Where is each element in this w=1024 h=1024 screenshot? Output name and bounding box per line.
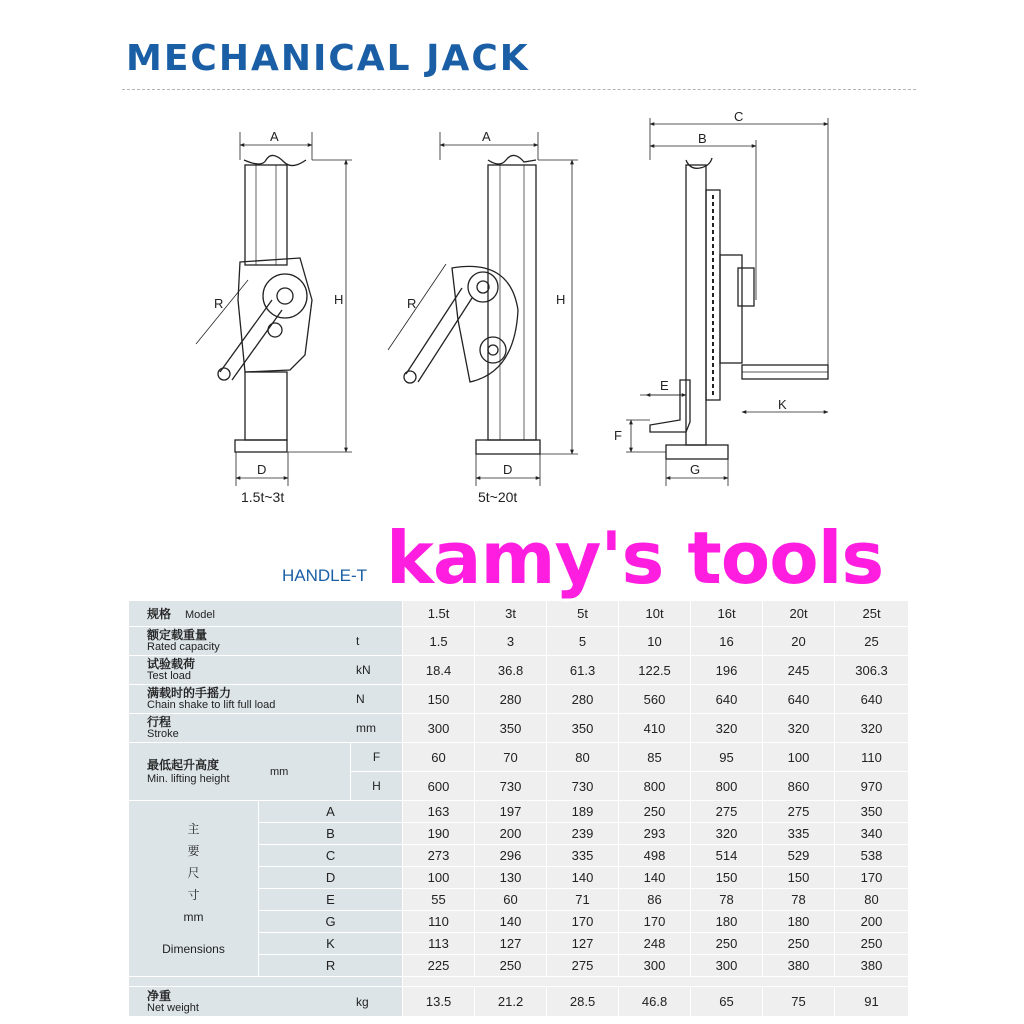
table-row-model: 规格 Model 1.5t 3t 5t 10t 16t 20t 25t xyxy=(129,601,909,627)
table-row-rated-capacity: 额定载重量 Rated capacity t 1.5 3 5 10 16 20 25 xyxy=(129,627,909,656)
table-row-lift-h: H 600 730 730 800 800 860 970 xyxy=(129,772,909,801)
table-row-net-weight: 净重 Net weight kg 13.5 21.2 28.5 46.8 65 75 91 xyxy=(129,987,909,1017)
drawing-jack-large xyxy=(388,132,578,486)
fig3-dim-b: B xyxy=(698,131,707,146)
fig2-dim-a: A xyxy=(482,129,491,144)
fig1-dim-h: H xyxy=(334,292,344,307)
fig3-dim-e: E xyxy=(660,378,669,393)
spec-table xyxy=(128,600,909,1017)
fig3-dim-c: C xyxy=(734,109,744,124)
table-row-dim-b: B 190 200 239 293 320 335 340 xyxy=(129,823,909,845)
table-row-dim-a: 主 要 尺 寸 mm Dimensions A 163 197 189 250 275 275 350 xyxy=(129,801,909,823)
fig2-dim-d: D xyxy=(503,462,513,477)
table-row-dim-c: C 273 296 335 498 514 529 538 xyxy=(129,845,909,867)
fig1-dim-a: A xyxy=(270,129,279,144)
fig3-dim-f: F xyxy=(614,428,622,443)
fig3-dim-g: G xyxy=(690,462,701,477)
fig2-dim-r: R xyxy=(407,296,417,311)
fig2-dim-h: H xyxy=(556,292,566,307)
table-row-stroke: 行程 Stroke mm 300 350 350 410 320 320 320 xyxy=(129,714,909,743)
table-row-dim-d: D 100 130 140 140 150 150 170 xyxy=(129,867,909,889)
table-row-lift-f: 最低起升高度 Min. lifting height mm F 60 70 80 85 95 100 110 xyxy=(129,743,909,772)
table-row-hand-force: 满载时的手摇力 Chain shake to lift full load N 150 280 280 560 640 640 640 xyxy=(129,685,909,714)
watermark-text: kamy's tools xyxy=(386,516,884,600)
fig1-caption: 1.5t~3t xyxy=(241,489,285,505)
table-row-dim-r: R 225 250 275 300 300 380 380 xyxy=(129,955,909,977)
fig2-caption: 5t~20t xyxy=(478,489,518,505)
fig1-dim-d: D xyxy=(257,462,267,477)
fig3-dim-k: K xyxy=(778,397,787,412)
dimensions-header: 主 要 尺 寸 mm Dimensions xyxy=(129,801,259,977)
drawing-jack-side xyxy=(626,118,828,486)
page-title: MECHANICAL JACK xyxy=(126,38,530,79)
table-spacer-row xyxy=(129,977,909,987)
table-row-dim-e: E 55 60 71 86 78 78 80 xyxy=(129,889,909,911)
table-subtitle: HANDLE-T xyxy=(282,566,368,585)
table-row-dim-k: K 113 127 127 248 250 250 250 xyxy=(129,933,909,955)
fig1-dim-r: R xyxy=(214,296,224,311)
table-row-test-load: 试验载荷 Test load kN 18.4 36.8 61.3 122.5 196 245 306.3 xyxy=(129,656,909,685)
table-row-dim-g: G 110 140 170 170 180 180 200 xyxy=(129,911,909,933)
